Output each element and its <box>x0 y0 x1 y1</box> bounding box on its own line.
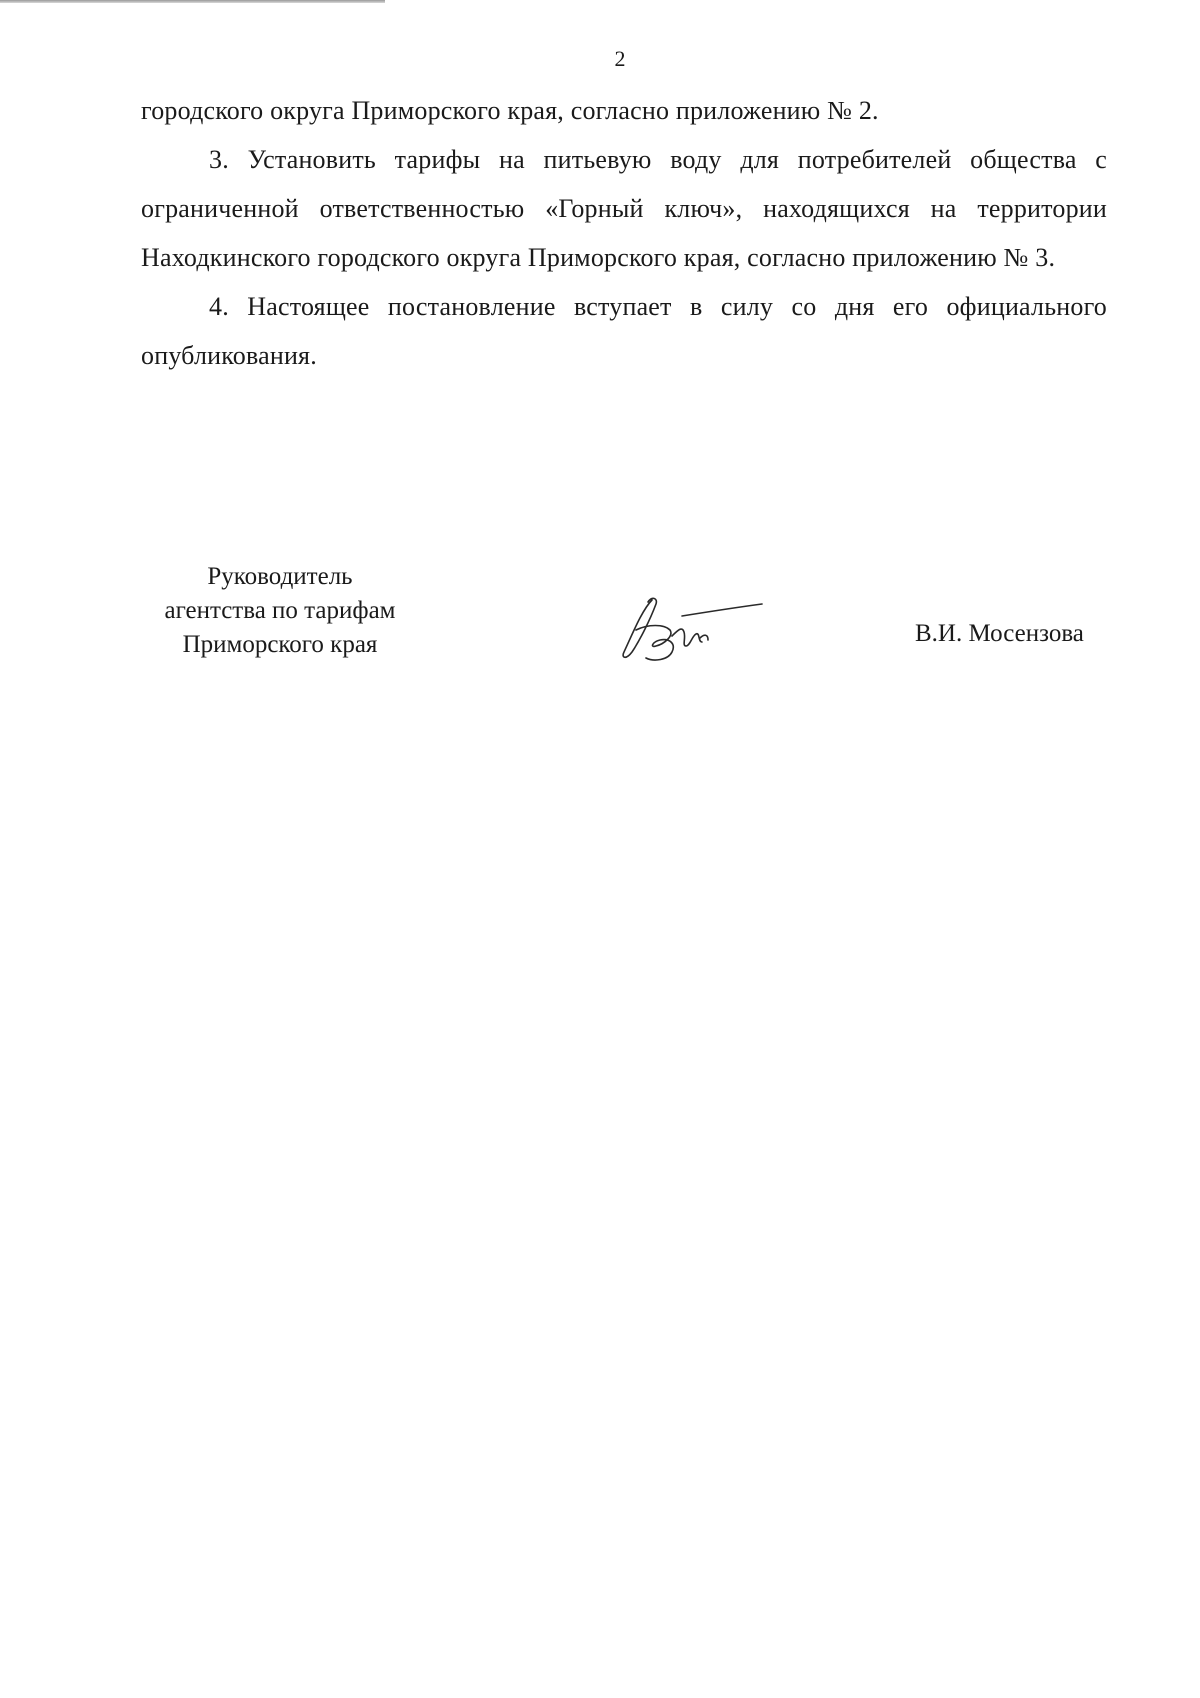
paragraph-item-4: 4. Настоящее постановление вступает в силу со дня его официального опубликования. <box>141 292 1107 370</box>
signatory-title <box>130 560 430 662</box>
handwritten-signature <box>612 590 772 670</box>
document-body <box>141 86 1107 380</box>
signer-name: В.И. Мосензова <box>915 620 1084 647</box>
signatory-title-line: Приморского края <box>182 631 378 658</box>
page-number: 2 <box>614 46 626 71</box>
paragraph-continuation: городского округа Приморского края, согласно приложению № 2. <box>141 96 879 125</box>
signatory-title-line: агентства по тарифам <box>164 597 396 624</box>
scan-edge-line <box>0 0 385 3</box>
paragraph-item-3: 3. Установить тарифы на питьевую воду для потребителей общества с ограниченной ответственностью «Горный ключ», находящихся на территории Находкинского городского округа Приморского края, согласно приложению № 3. <box>141 145 1107 272</box>
signatory-title-line: Руководитель <box>207 563 353 590</box>
